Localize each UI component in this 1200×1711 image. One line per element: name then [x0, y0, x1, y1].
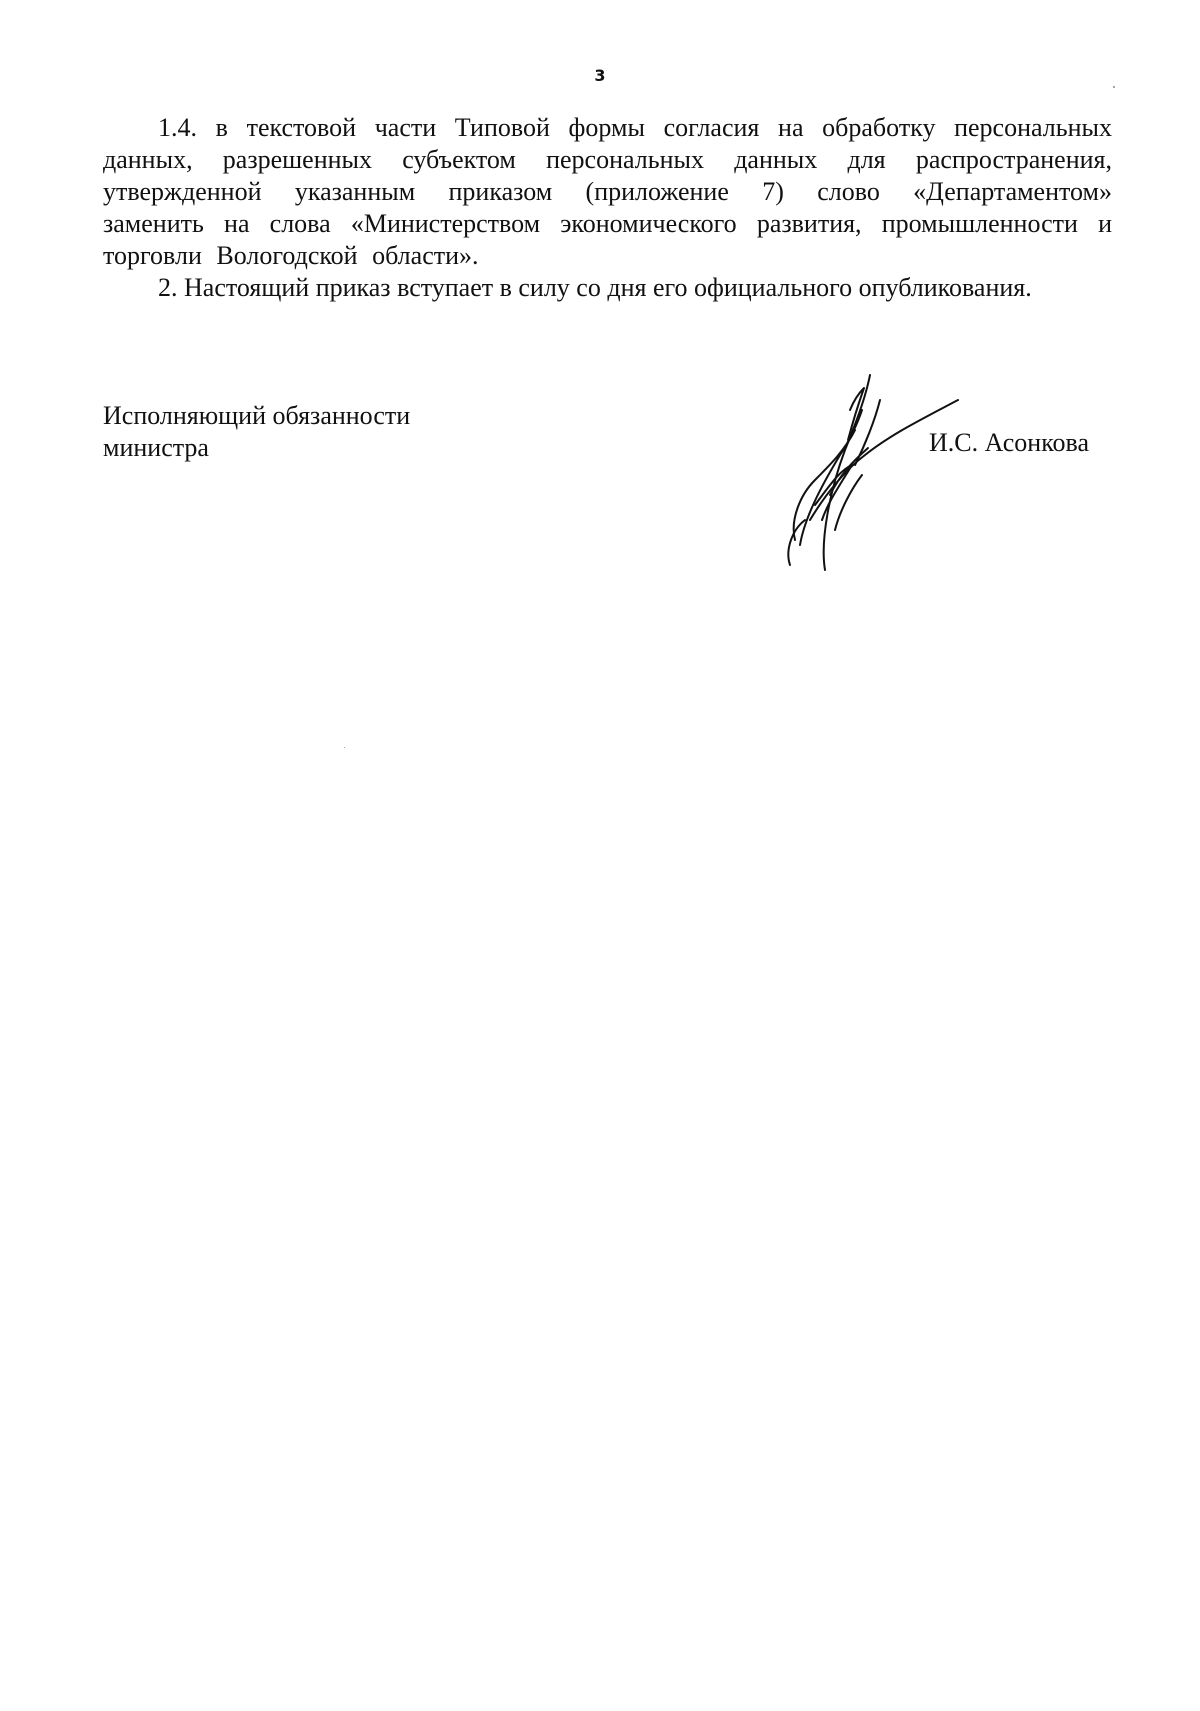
paragraph-1-4: 1.4. в текстовой части Типовой формы согласия на обработку персональных данных, разрешенных субъектом персональных данных для распространения, утвержденной указанным приказом (приложение 7) слово «Департаментом» заменить на слова «Министерством экономического развития, промышленности и торговли Вологодской области». [103, 113, 1112, 270]
scan-speck [1113, 86, 1115, 88]
position-line-2: министра [103, 433, 209, 462]
paragraph-2: 2. Настоящий приказ вступает в силу со дня его официального опубликования. [158, 273, 1032, 302]
document-body [103, 112, 1112, 304]
signer-name: И.С. Асонкова [929, 428, 1089, 457]
handwritten-signature [770, 370, 960, 580]
position-line-1: Исполняющий обязанности [103, 401, 411, 430]
scan-speck [344, 747, 345, 748]
signer-position [103, 400, 410, 464]
page-number: 3 [594, 66, 606, 85]
